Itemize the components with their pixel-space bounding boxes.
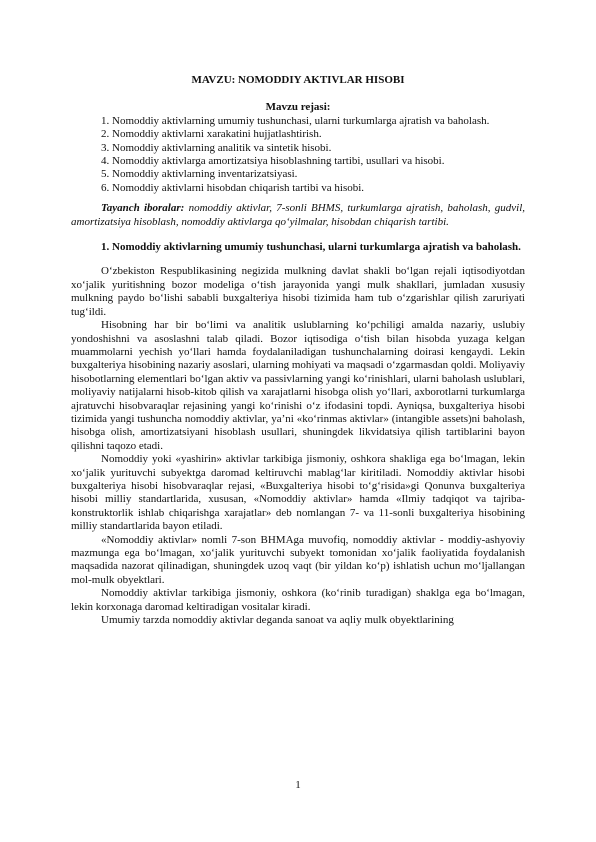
keywords-paragraph [71,202,525,229]
body-paragraph: «Nomoddiy aktivlar» nomli 7-son BHMAga muvofiq, nomoddiy aktivlar - moddiy-ashyoviy mazmunga ega bo‘lmagan, xo‘jalik yurituvchi subyekt tomonidan xo‘jalik faoliyatida foydalanish maqsadida nazorat qilinadigan, shuningdek uzoq vaqt (bir yildan ko‘p) ishlatish uchun mo‘ljallangan mol-mulk obyektlari. [71,533,525,586]
keywords-text: nomoddiy aktivlar, 7-sonli BHMS, turkumlarga ajratish, baholash, gudvil, amortizatsiya hisoblash, nomoddiy aktivlarga qo‘yilmalar, hisobdan chiqarish tartibi. [71,202,526,228]
body-paragraph: Nomoddiy yoki «yashirin» aktivlar tarkibiga jismoniy, oshkora shakliga ega bo‘lmagan, lekin xo‘jalik yurituvchi subyektga daromad keltiruvchi mablag‘lar kiritiladi. Nomoddiy aktivlar hisobi buxgalteriya hisobi hisobvaraqlar rejasi, «Buxgalteriya hisobi to‘g‘risida»gi Qonunva buxgalteriya hisobi milliy standartlarida, xususan, «Nomoddiy aktivlar» hamda «Ilmiy tadqiqot va tajriba-konstruktorlik ishlab chiqarishga xarajatlar» deb nomlangan 7- va 11-sonli buxgalteriya hisobining milliy standartlarida bayon etiladi. [71,453,525,533]
body-paragraph: Hisobning har bir bo‘limi va analitik uslublarning ko‘pchiligi amalda nazariy, uslubiy yondoshishni va asoslashni talab qiladi. Bozor iqtisodiga o‘tish bilan hisobda yuzaga kelgan muammolarni yechish yo‘llari hamda foydalaniladigan tushunchalarning doirasi kengaydi. Lekin buxgalteriya hisobining nazariy asoslari, ularning mohiyati va maqsadi o‘zgarmasdan qoldi. Moliyaviy hisobotlarning elementlari bo‘lgan aktiv va passivlarning yangi ko‘rinishlari, ularni baholash uslublari, moliyaviy natijalarni hisob-kitob qilish va xarajatlarni hisobga olish yo‘llari, axborotlarni turkumlarga ajratuvchi hisobvaraqlar rejasining yangi ko‘rinishi o‘z ifodasini topdi. Ayniqsa, buxgalteriya hisobi tizimida yangi tushuncha nomoddiy aktivlar, ya’ni «ko‘rinmas aktivlar» (intangible assets)ni baholash, hisobga olish, amortizatsiyani hisoblash usullari, shuningdek likvidatsiya qilish tartiblarini bayon qilishni taqozo etadi. [71,319,525,452]
document-page [71,70,525,627]
document-title: MAVZU: NOMODDIY AKTIVLAR HISOBI [191,74,405,86]
keywords-label: Tayanch iboralar: [101,202,185,215]
body-paragraph: Umumiy tarzda nomoddiy aktivlar deganda sanoat va aqliy mulk obyektlarining [101,614,454,627]
plan-item: 4. Nomoddiy aktivlarga amortizatsiya hisoblashning tartibi, usullari va hisobi. [101,155,445,168]
plan-item: 5. Nomoddiy aktivlarning inventarizatsiyasi. [101,168,298,181]
plan-item: 2. Nomoddiy aktivlarni xarakatini hujjatlashtirish. [101,128,322,141]
plan-item: 3. Nomoddiy aktivlarning analitik va sintetik hisobi. [101,141,332,154]
plan-item: 6. Nomoddiy aktivlarni hisobdan chiqarish tartibi va hisobi. [101,181,365,194]
body-paragraph: O‘zbekiston Respublikasining negizida mulkning davlat shakli bo‘lgan rejali iqtisodiyotdan xo‘jalik yuritishning bozor modeliga o‘tish jarayonida yangi mulk shakllari, jumladan xususiy mulkning paydo bo‘lishi sababli buxgalteriya hisobi tizimida ham tub o‘zgarishlar qilish zaruriyati tug‘ildi. [71,265,525,318]
page-number: 1 [295,779,301,791]
body-paragraph: Nomoddiy aktivlar tarkibiga jismoniy, oshkora (ko‘rinib turadigan) shaklga ega bo‘lmagan, lekin korxonaga daromad keltiradigan vositalar kiradi. [71,587,525,613]
plan-item: 1. Nomoddiy aktivlarning umumiy tushunchasi, ularni turkumlarga ajratish va baholash. [101,114,490,127]
section-heading: 1. Nomoddiy aktivlarning umumiy tushunchasi, ularni turkumlarga ajratish va baholash. [101,241,521,254]
plan-heading: Mavzu rejasi: [265,101,331,114]
plan-list [71,115,525,195]
